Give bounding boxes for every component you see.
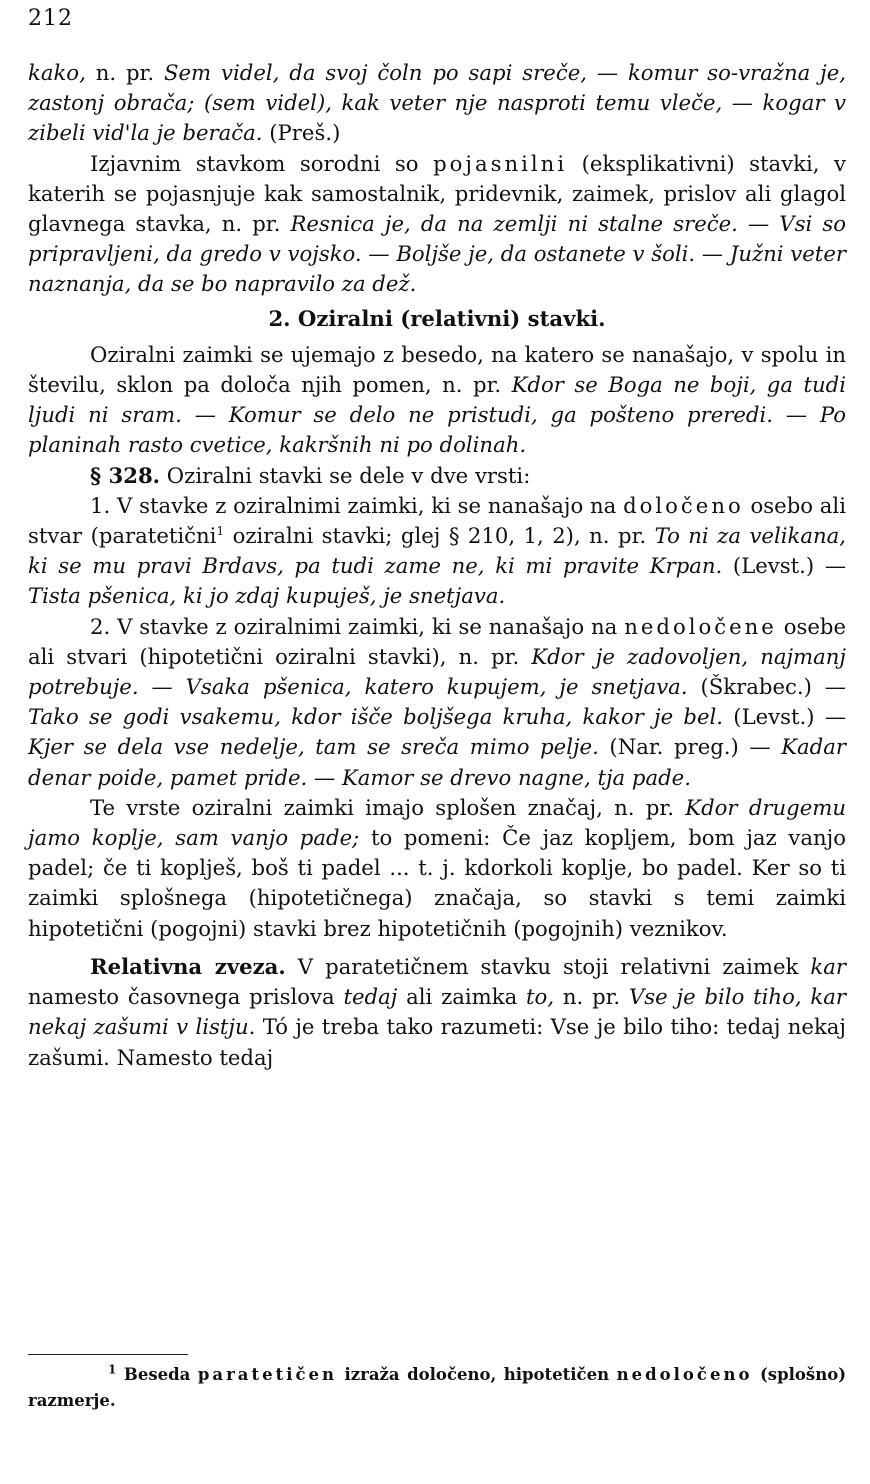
- text-run: 2. V stavke z oziralnimi zaimki, ki se nanašajo na: [90, 613, 625, 639]
- text-run: (Preš.): [262, 120, 341, 146]
- text-run: Tista pšenica, ki jo zdaj kupuješ, je snetjava.: [28, 583, 506, 609]
- text-run: osebe ali stvari (hipotetični oziralni stavki), n. pr.: [28, 613, 846, 669]
- paragraph-section-328: [28, 461, 846, 491]
- spaced-term: določeno: [623, 492, 744, 518]
- spaced-term: pojasnilni: [433, 150, 568, 176]
- text-run: to pomeni: Če jaz kopljem, bom jaz vanjo padel; če ti koplješ, boš ti padel ... t. j. kdorkoli koplje, bo padel. Ker so ti zaimki splošnega (hipotetičnega) značaja, so stavki s temi zaimki hipotetični (pogojni) stavki brez hipotetičnih (pogojnih) veznikov.: [28, 825, 846, 941]
- paragraph-pojasnilni: [28, 149, 846, 300]
- text-run: Kdor je zadovoljen, najmanj potrebuje. — Vsaka pšenica, katero kupujem, je snetjava.: [28, 643, 846, 700]
- spaced-term: nedoločeno: [616, 1365, 753, 1384]
- paragraph-oziralni-zaimki: [28, 340, 846, 461]
- text-run: Oziralni zaimki se ujemajo z besedo, na katero se nanašajo, v spolu in številu, sklon pa določa njih pomen, n. pr.: [28, 341, 846, 398]
- spaced-term: nedoločene: [624, 613, 777, 639]
- paragraph-relativna-zveza: [28, 952, 846, 1073]
- text-run: (eksplikativni) stavki, v katerih se pojasnjuje kak samostalnik, pridevnik, zaimek, prislov ali glagol glavnega stavka, n. pr.: [28, 150, 846, 237]
- text-run: oziralni stavki; glej § 210, 1, 2), n. pr.: [224, 523, 655, 549]
- footnote: [28, 1362, 846, 1414]
- text-run: 1. V stavke z oziralnimi zaimki, ki se nanašajo na: [90, 492, 624, 518]
- text-run: Beseda: [116, 1365, 198, 1384]
- section-number: § 328.: [90, 462, 161, 488]
- paragraph-example-continuation: [28, 58, 846, 149]
- text-run: V paratetičnem stavku stoji relativni zaimek: [285, 953, 811, 979]
- spaced-term: paratetičen: [197, 1365, 338, 1384]
- paragraph-item-2: [28, 612, 846, 793]
- text-run: kako,: [28, 60, 86, 85]
- text-run: to,: [526, 984, 555, 1010]
- text-run: (Nar. preg.) —: [598, 734, 782, 760]
- footnote-divider: [28, 1354, 188, 1355]
- footnote-marker: 1: [108, 1362, 117, 1377]
- footnote-ref: 1: [216, 523, 225, 538]
- text-run: Resnica je, da na zemlji ni stalne sreče. — Vsi so pripravljeni, da gredo v vojsko. — Boljše je, da ostanete v šoli. — Južni veter naznanja, da se bo napravilo za dež.: [28, 211, 846, 297]
- text-run: (Levst.) —: [722, 553, 847, 579]
- text-run: Kdor se Boga ne boji, ga tudi ljudi ni sram. — Komur se delo ne pristudi, ga pošteno preredi. — Po planinah rasto cvetice, kakršnih ni po dolinah.: [28, 372, 846, 458]
- text-run: (Škrabec.) —: [687, 674, 846, 700]
- text-run: Kjer se dela vse nedelje, tam se sreča mimo pelje.: [28, 734, 599, 760]
- text-run: kar: [810, 953, 846, 979]
- text-run: izraža določeno, hipotetičen: [337, 1365, 617, 1384]
- page-body: [28, 58, 846, 1073]
- text-run: n. pr.: [85, 60, 164, 85]
- run-in-heading: Relativna zveza.: [90, 953, 286, 979]
- text-run: Oziralni stavki se dele v dve vrsti:: [160, 462, 531, 488]
- text-run: tedaj: [343, 984, 398, 1010]
- footnote-text: [28, 1362, 846, 1414]
- text-run: Kdor drugemu jamo koplje, sam vanjo pade;: [28, 794, 846, 851]
- text-run: n. pr.: [554, 984, 629, 1010]
- paragraph-splosen-znacaj: [28, 793, 846, 944]
- text-run: To ni za velikana, ki se mu pravi Brdavs, pa tudi zame ne, ki mi pravite Krpan.: [28, 523, 846, 579]
- text-run: osebo ali stvar (paratetični: [28, 492, 846, 549]
- text-run: namesto časovnega prislova: [28, 984, 344, 1010]
- text-run: Sem videl, da svoj čoln po sapi sreče, — komur so-vražna je, zastonj obrača; (sem videl), kak veter nje nasproti temu vleče, — kogar v zibeli vid'la je berača.: [28, 60, 846, 146]
- section-heading: 2. Oziralni (relativni) stavki.: [268, 305, 606, 331]
- text-run: Tó je treba tako razumeti: Vse je bilo tiho: tedaj nekaj zašumi. Namesto tedaj: [28, 1014, 846, 1070]
- text-run: Vse je bilo tiho, kar nekaj zašumi v listju.: [28, 984, 846, 1040]
- text-run: (splošno) razmerje.: [28, 1365, 847, 1410]
- paragraph-item-1: [28, 491, 846, 612]
- text-run: Te vrste oziralni zaimki imajo splošen značaj, n. pr.: [90, 794, 686, 820]
- text-run: ali zaimka: [397, 984, 527, 1010]
- page-number: 212: [28, 6, 73, 31]
- text-run: (Levst.) —: [723, 704, 847, 730]
- text-run: Tako se godi vsakemu, kdor išče boljšega kruha, kakor je bel.: [28, 704, 724, 730]
- text-run: Kadar denar poide, pamet pride. — Kamor se drevo nagne, tja pade.: [28, 734, 846, 790]
- text-run: Izjavnim stavkom sorodni so: [90, 150, 434, 176]
